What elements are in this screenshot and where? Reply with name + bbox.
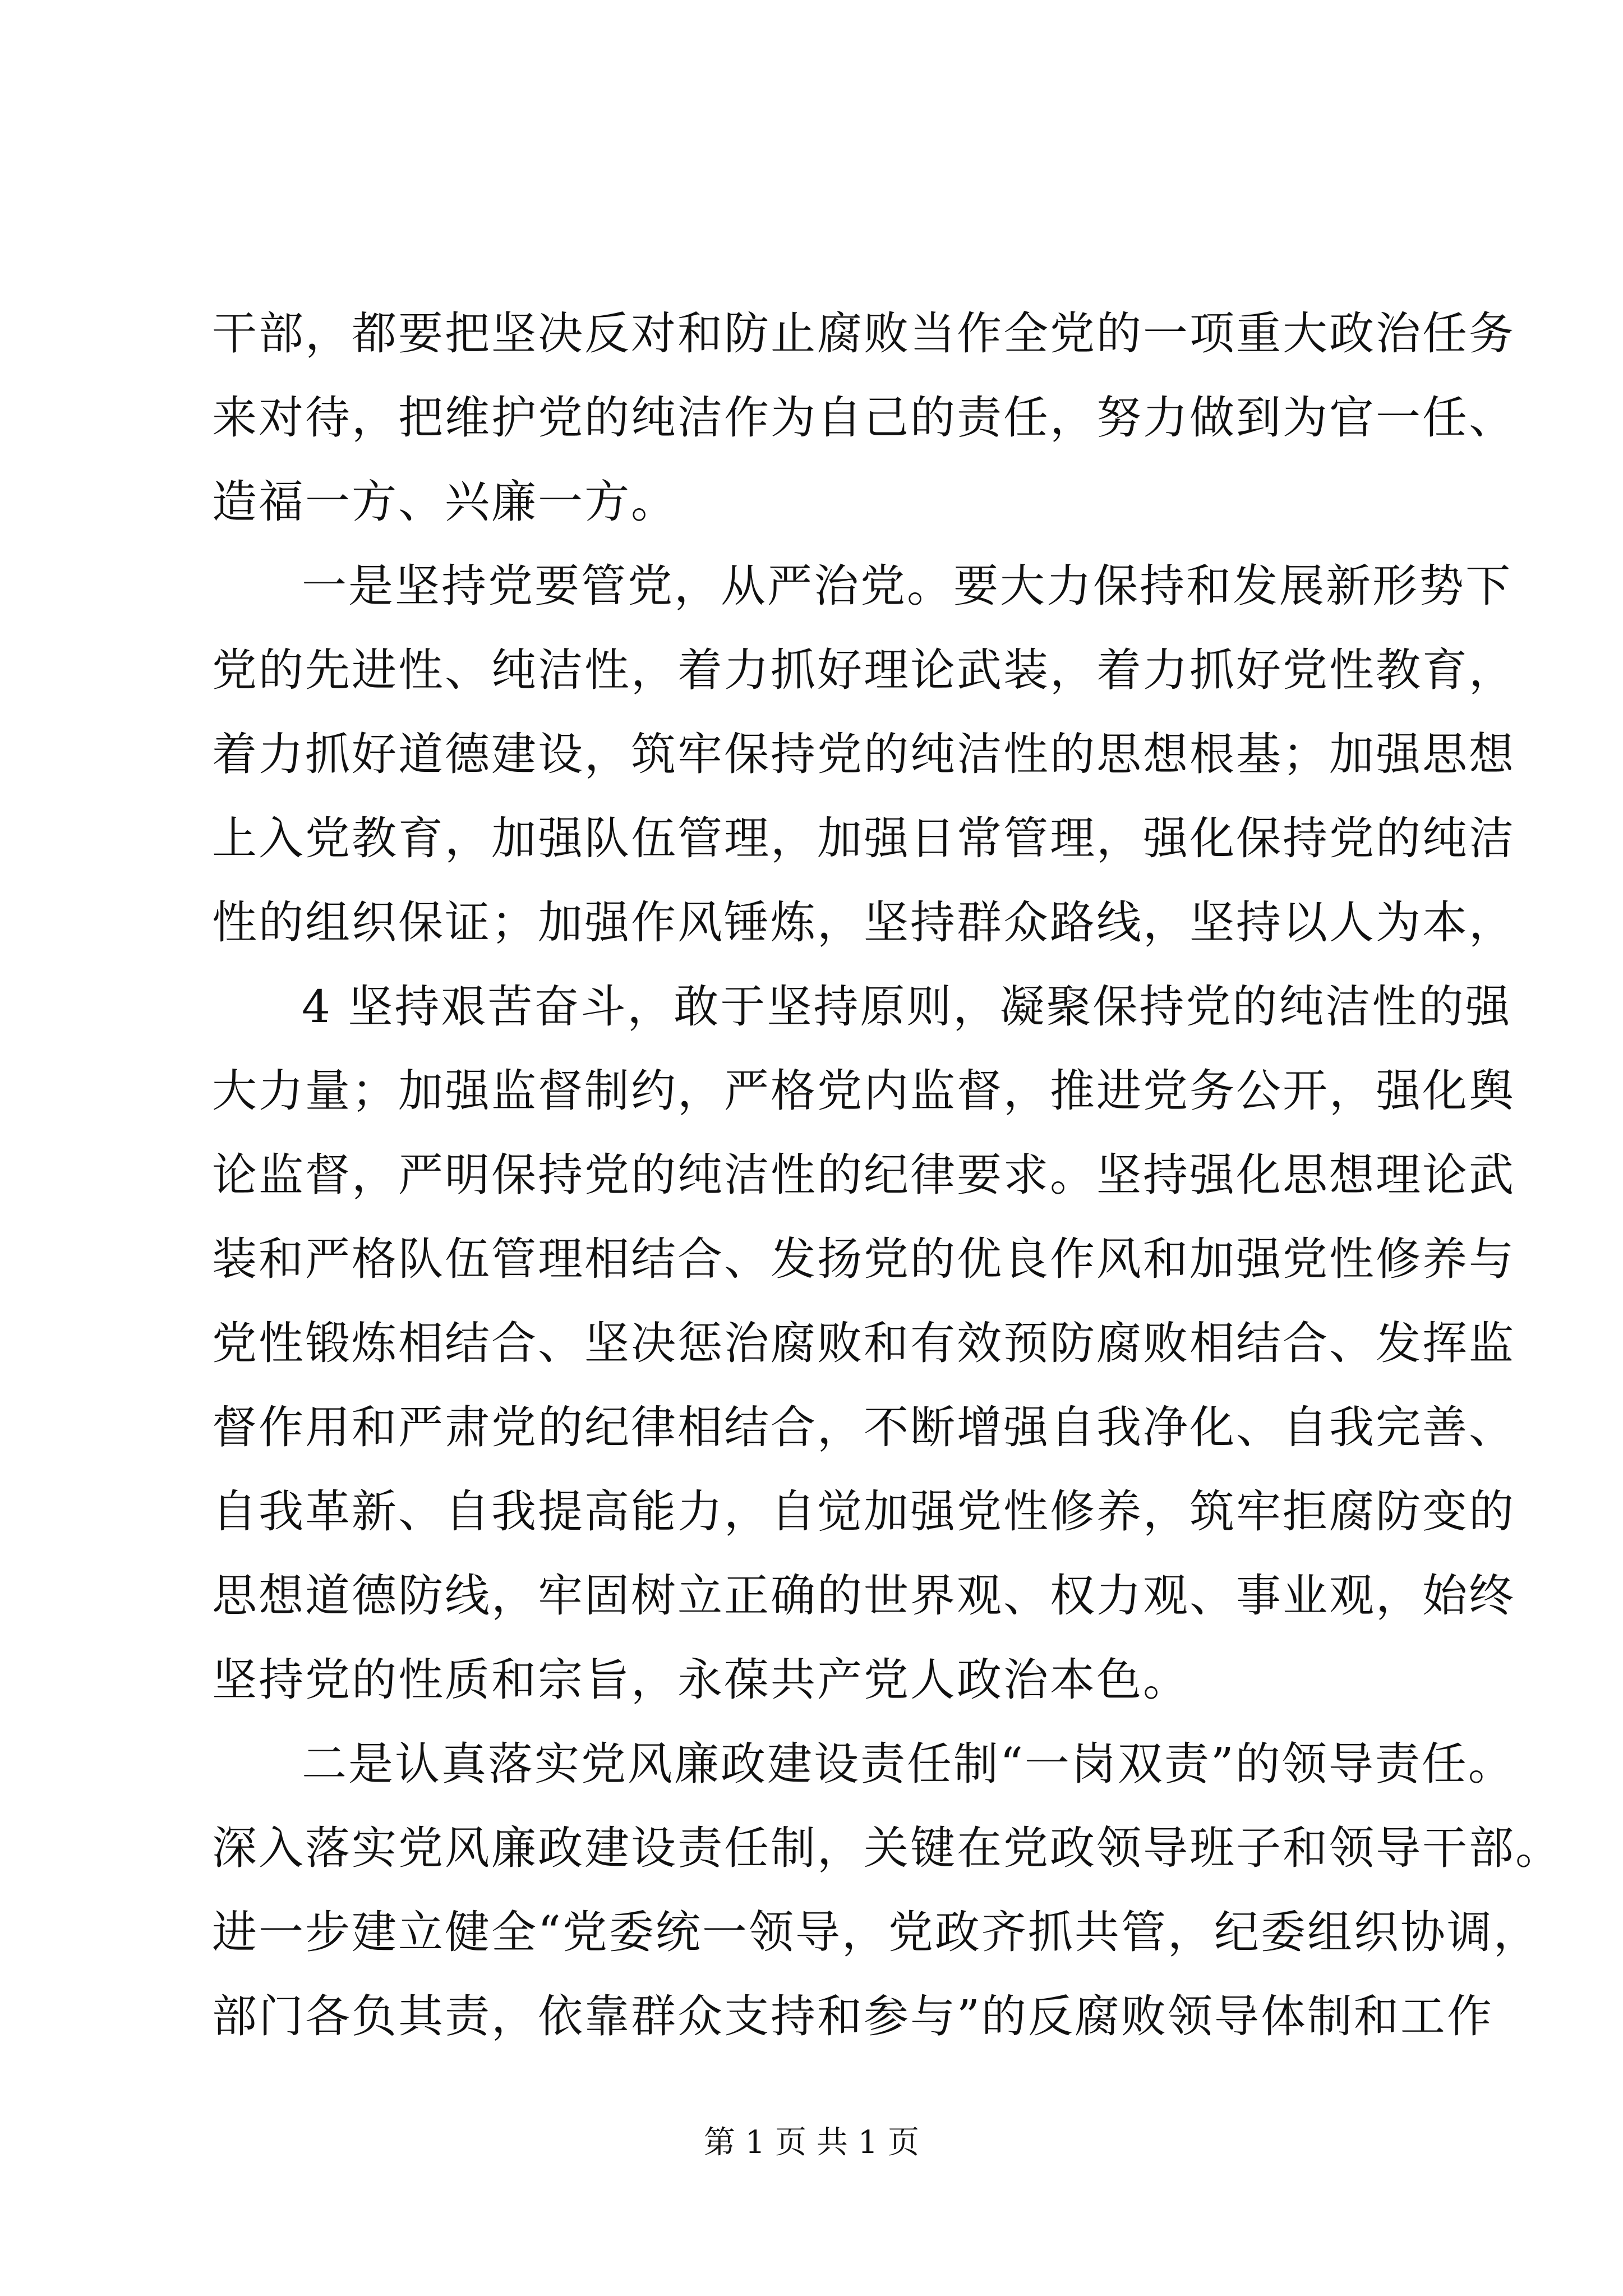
text-line: 自我革新、自我提高能力，自觉加强党性修养，筑牢拒腐防变的: [212, 1485, 1515, 1538]
text-line: 论监督，严明保持党的纯洁性的纪律要求。坚持强化思想理论武: [212, 1149, 1515, 1201]
text-line: 干部，都要把坚决反对和防止腐败当作全党的一项重大政治任务: [212, 307, 1515, 360]
text-line: 党性锻炼相结合、坚决惩治腐败和有效预防腐败相结合、发挥监: [212, 1317, 1515, 1369]
paragraph-start-line: 4 坚持艰苦奋斗，敢于坚持原则，凝聚保持党的纯洁性的强: [302, 981, 1512, 1033]
text-line: 党的先进性、纯洁性，着力抓好理论武装，着力抓好党性教育，: [212, 644, 1515, 696]
text-line: 督作用和严肃党的纪律相结合，不断增强自我净化、自我完善、: [212, 1401, 1515, 1453]
page-number-footer: 第 1 页 共 1 页: [703, 2124, 920, 2161]
text-line: 性的组织保证；加强作风锤炼，坚持群众路线，坚持以人为本，: [212, 896, 1515, 949]
text-line: 思想道德防线，牢固树立正确的世界观、权力观、事业观，始终: [212, 1570, 1515, 1622]
paragraph-start-line: 一是坚持党要管党，从严治党。要大力保持和发展新形势下: [302, 560, 1512, 612]
text-line: 深入落实党风廉政建设责任制，关键在党政领导班子和领导干部。: [212, 1822, 1562, 1874]
text-line: 来对待，把维护党的纯洁作为自己的责任，努力做到为官一任、: [212, 392, 1515, 444]
text-line: 大力量；加强监督制约，严格党内监督，推进党务公开，强化舆: [212, 1065, 1515, 1117]
text-line: 进一步建立健全“党委统一领导，党政齐抓共管，纪委组织协调，: [212, 1906, 1540, 1958]
text-line: 部门各负其责，依靠群众支持和参与”的反腐败领导体制和工作: [212, 1990, 1493, 2042]
paragraph-start-line: 二是认真落实党风廉政建设责任制“一岗双责”的领导责任。: [302, 1738, 1515, 1790]
document-body: [212, 292, 1562, 2059]
text-line: 造福一方、兴廉一方。: [212, 476, 677, 528]
text-line: 上入党教育，加强队伍管理，加强日常管理，强化保持党的纯洁: [212, 812, 1515, 864]
text-line: 着力抓好道德建设，筑牢保持党的纯洁性的思想根基；加强思想: [212, 728, 1515, 780]
text-line: 装和严格队伍管理相结合、发扬党的优良作风和加强党性修养与: [212, 1233, 1515, 1285]
text-line: 坚持党的性质和宗旨，永葆共产党人政治本色。: [212, 1654, 1189, 1706]
